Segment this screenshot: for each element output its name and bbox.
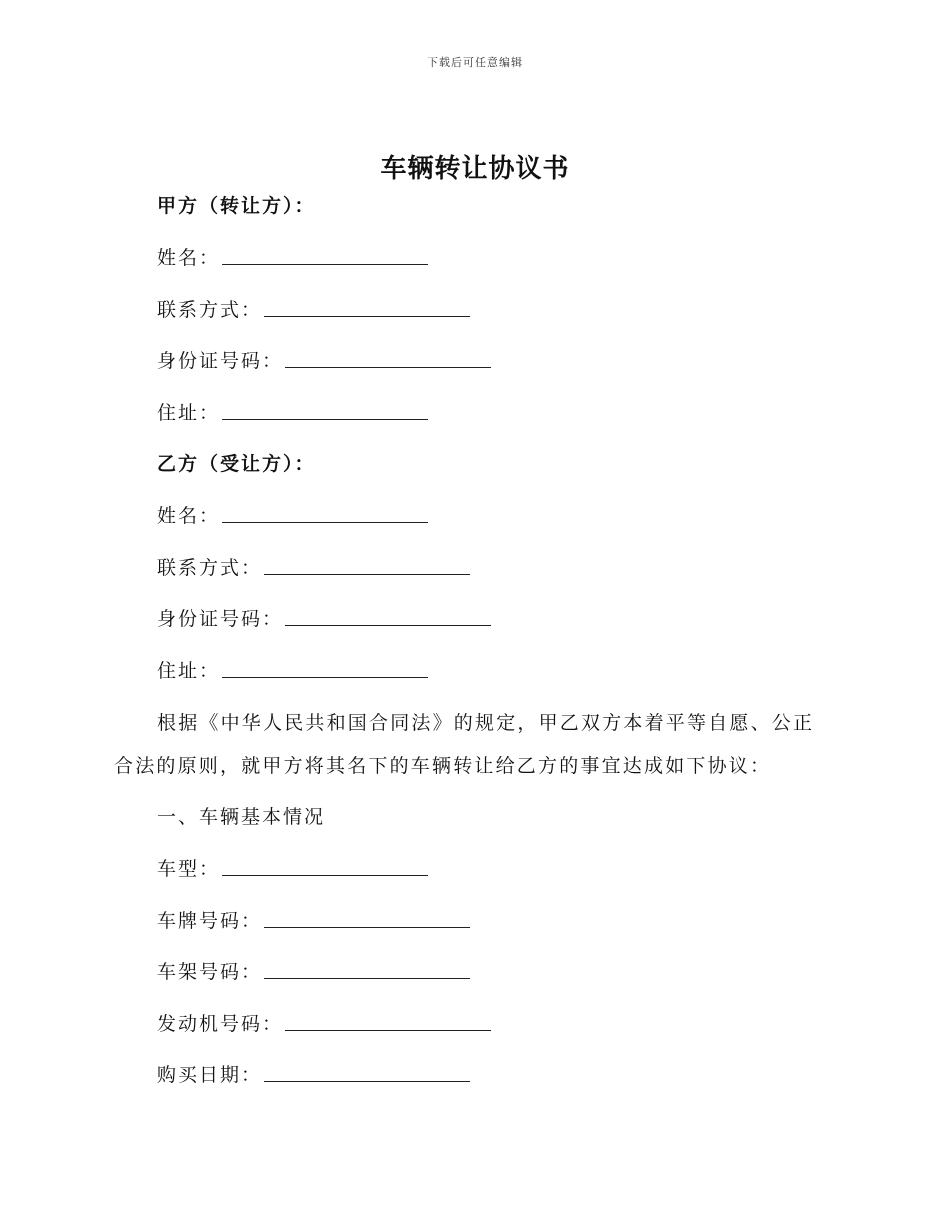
fill-in-blank[interactable] (222, 401, 428, 420)
fill-in-blank[interactable] (222, 659, 428, 678)
fill-in-blank[interactable] (264, 298, 470, 317)
intro-paragraph-line-1: 根据《中华人民共和国合同法》的规定，甲乙双方本着平等自愿、公正 (157, 712, 815, 734)
fill-in-blank[interactable] (285, 1012, 491, 1031)
fill-in-blank[interactable] (222, 504, 428, 523)
party-a-heading: 甲方（转让方）： (157, 195, 316, 217)
engine-number-field (157, 1011, 491, 1037)
header-note: 下载后可任意编辑 (427, 56, 523, 69)
field-label: 住址： (157, 660, 221, 682)
party-b-address-field (157, 658, 428, 684)
field-label: 车型： (157, 858, 221, 880)
field-label: 身份证号码： (157, 350, 284, 372)
fill-in-blank[interactable] (222, 246, 428, 265)
frame-number-field (157, 959, 470, 985)
party-a-id-field (157, 348, 491, 374)
field-label: 车架号码： (157, 961, 263, 983)
field-label: 发动机号码： (157, 1013, 284, 1035)
fill-in-blank[interactable] (285, 607, 491, 626)
document-title: 车辆转让协议书 (380, 154, 570, 184)
fill-in-blank[interactable] (285, 349, 491, 368)
field-label: 购买日期： (157, 1064, 263, 1086)
intro-paragraph-line-2: 合法的原则，就甲方将其名下的车辆转让给乙方的事宜达成如下协议： (114, 755, 772, 777)
field-label: 联系方式： (157, 299, 263, 321)
fill-in-blank[interactable] (222, 857, 428, 876)
field-label: 车牌号码： (157, 910, 263, 932)
party-b-contact-field (157, 555, 470, 581)
vehicle-model-field (157, 856, 428, 882)
party-a-address-field (157, 400, 428, 426)
section-1-heading: 一、车辆基本情况 (157, 806, 326, 828)
purchase-date-field (157, 1062, 470, 1088)
field-label: 住址： (157, 402, 221, 424)
party-a-contact-field (157, 297, 470, 323)
party-b-id-field (157, 606, 491, 632)
fill-in-blank[interactable] (264, 1063, 470, 1082)
party-b-heading: 乙方（受让方）： (157, 453, 316, 475)
field-label: 姓名： (157, 505, 221, 527)
party-b-name-field (157, 503, 428, 529)
field-label: 联系方式： (157, 557, 263, 579)
field-label: 姓名： (157, 247, 221, 269)
plate-number-field (157, 908, 470, 934)
fill-in-blank[interactable] (264, 960, 470, 979)
party-a-name-field (157, 245, 428, 271)
field-label: 身份证号码： (157, 608, 284, 630)
fill-in-blank[interactable] (264, 556, 470, 575)
fill-in-blank[interactable] (264, 909, 470, 928)
